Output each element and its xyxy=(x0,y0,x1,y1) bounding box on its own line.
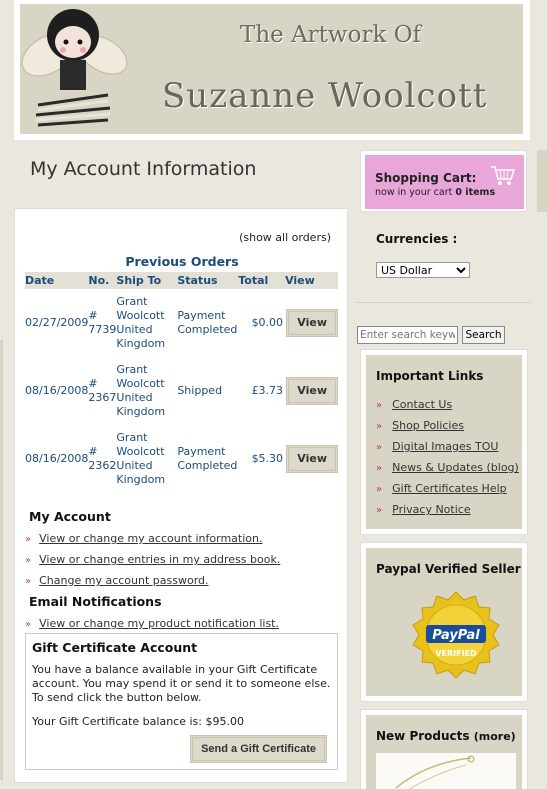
view-order-button[interactable]: View xyxy=(286,377,338,405)
currency-select[interactable] xyxy=(376,262,470,278)
order-date: 02/27/2009 xyxy=(25,316,89,329)
send-gift-certificate-button[interactable]: Send a Gift Certificate xyxy=(190,735,327,763)
order-number: # 2367 xyxy=(88,377,117,404)
bullet-icon: » xyxy=(25,534,32,545)
site-header xyxy=(14,0,530,140)
divider xyxy=(356,302,531,303)
order-status: Payment Completed xyxy=(177,309,238,336)
important-link-row xyxy=(376,482,507,495)
cart-item-count: 0 items xyxy=(455,187,496,198)
contact-us-link[interactable]: Contact Us xyxy=(392,398,453,411)
orders-table xyxy=(25,272,338,493)
previous-orders-heading: Previous Orders xyxy=(125,254,239,269)
bullet-icon: » xyxy=(25,576,32,587)
order-date: 08/16/2008 xyxy=(25,384,89,397)
right-edge-decoration xyxy=(537,150,547,212)
order-number: # 7739 xyxy=(88,309,117,336)
fairy-illustration xyxy=(8,0,128,138)
view-order-button[interactable]: View xyxy=(286,309,338,337)
new-products-label: New Products xyxy=(376,729,470,743)
bullet-icon: » xyxy=(376,484,383,495)
important-link-row xyxy=(376,440,498,453)
shopping-cart-inner xyxy=(365,155,524,209)
bullet-icon: » xyxy=(376,463,383,474)
gift-certificate-box xyxy=(25,633,338,770)
col-date: Date xyxy=(25,272,88,289)
shopping-cart-icon xyxy=(490,165,516,187)
col-ship-to: Ship To xyxy=(116,272,177,289)
privacy-notice-link[interactable]: Privacy Notice xyxy=(392,503,471,516)
bullet-icon: » xyxy=(25,619,32,630)
shopping-cart-box[interactable] xyxy=(360,150,527,212)
notification-list-link[interactable]: View or change my product notification list. xyxy=(39,617,279,630)
col-no: No. xyxy=(88,272,116,289)
password-link-row xyxy=(25,574,209,587)
order-ship-to: Grant Woolcott United Kingdom xyxy=(116,295,166,350)
left-edge-decoration xyxy=(0,340,3,780)
important-links-inner xyxy=(366,355,522,529)
gift-certificate-balance: Your Gift Certificate balance is: $95.00 xyxy=(32,715,244,728)
gift-certificate-heading: Gift Certificate Account xyxy=(26,634,337,659)
paypal-verified-badge-icon[interactable] xyxy=(406,590,506,690)
order-total: $0.00 xyxy=(251,316,284,329)
logo-line1: The Artwork Of xyxy=(240,22,422,48)
important-link-row xyxy=(376,398,452,411)
gift-certificate-text: You have a balance available in your Gift Certificate account. You may spend it or send it to someone else. To send click the button below. xyxy=(32,663,331,704)
product-sketch-icon xyxy=(376,753,516,789)
order-status: Payment Completed xyxy=(177,445,238,472)
important-link-row xyxy=(376,419,464,432)
search-input[interactable] xyxy=(357,326,458,344)
new-products-box xyxy=(360,709,528,789)
notification-link-row xyxy=(25,617,279,630)
order-status: Shipped xyxy=(177,384,223,397)
order-ship-to: Grant Woolcott United Kingdom xyxy=(116,431,166,486)
table-header-row xyxy=(25,272,338,289)
my-account-heading: My Account xyxy=(29,509,111,524)
bullet-icon: » xyxy=(376,505,383,516)
paypal-inner xyxy=(366,548,522,696)
important-link-row xyxy=(376,461,519,474)
new-products-more-link[interactable]: (more) xyxy=(473,730,516,743)
order-number: # 2362 xyxy=(88,445,117,472)
table-row xyxy=(25,357,338,425)
show-all-orders-link[interactable]: (show all orders) xyxy=(239,231,331,244)
news-updates-link[interactable]: News & Updates (blog) xyxy=(392,461,519,474)
account-info-link[interactable]: View or change my account information. xyxy=(39,532,263,545)
col-view: View xyxy=(285,272,338,289)
currencies-label: Currencies : xyxy=(376,232,458,246)
new-product-thumbnail[interactable] xyxy=(376,753,516,789)
paypal-box xyxy=(360,542,528,702)
bullet-icon: » xyxy=(25,555,32,566)
bullet-icon: » xyxy=(376,442,383,453)
table-row xyxy=(25,289,338,357)
important-links-box xyxy=(360,349,528,535)
digital-images-tou-link[interactable]: Digital Images TOU xyxy=(392,440,499,453)
important-links-title: Important Links xyxy=(376,369,484,383)
search-button[interactable]: Search xyxy=(462,326,505,344)
gift-certificates-help-link[interactable]: Gift Certificates Help xyxy=(392,482,507,495)
new-products-inner xyxy=(366,715,522,789)
col-status: Status xyxy=(177,272,238,289)
table-row xyxy=(25,425,338,493)
page-title: My Account Information xyxy=(30,158,257,180)
view-order-button[interactable]: View xyxy=(286,445,338,473)
col-total: Total xyxy=(238,272,285,289)
new-products-title xyxy=(376,729,516,743)
order-ship-to: Grant Woolcott United Kingdom xyxy=(116,363,166,418)
account-panel xyxy=(14,208,348,783)
cart-summary xyxy=(375,187,495,198)
paypal-title: Paypal Verified Seller xyxy=(376,562,521,576)
bullet-icon: » xyxy=(376,421,383,432)
account-info-link-row xyxy=(25,532,262,545)
cart-title: Shopping Cart: xyxy=(375,171,477,185)
order-total: $5.30 xyxy=(251,452,284,465)
paypal-badge-text: PayPal xyxy=(432,628,480,643)
order-total: £3.73 xyxy=(251,384,284,397)
address-book-link[interactable]: View or change entries in my address book. xyxy=(39,553,281,566)
logo-line2: Suzanne Woolcott xyxy=(162,76,488,116)
bullet-icon: » xyxy=(376,400,383,411)
email-notifications-heading: Email Notifications xyxy=(29,594,162,609)
important-link-row xyxy=(376,503,471,516)
address-book-link-row xyxy=(25,553,280,566)
cart-summary-prefix: now in your cart xyxy=(375,187,456,198)
change-password-link[interactable]: Change my account password. xyxy=(39,574,209,587)
shop-policies-link[interactable]: Shop Policies xyxy=(392,419,464,432)
order-date: 08/16/2008 xyxy=(25,452,89,465)
paypal-verified-text: VERIFIED xyxy=(435,649,477,658)
